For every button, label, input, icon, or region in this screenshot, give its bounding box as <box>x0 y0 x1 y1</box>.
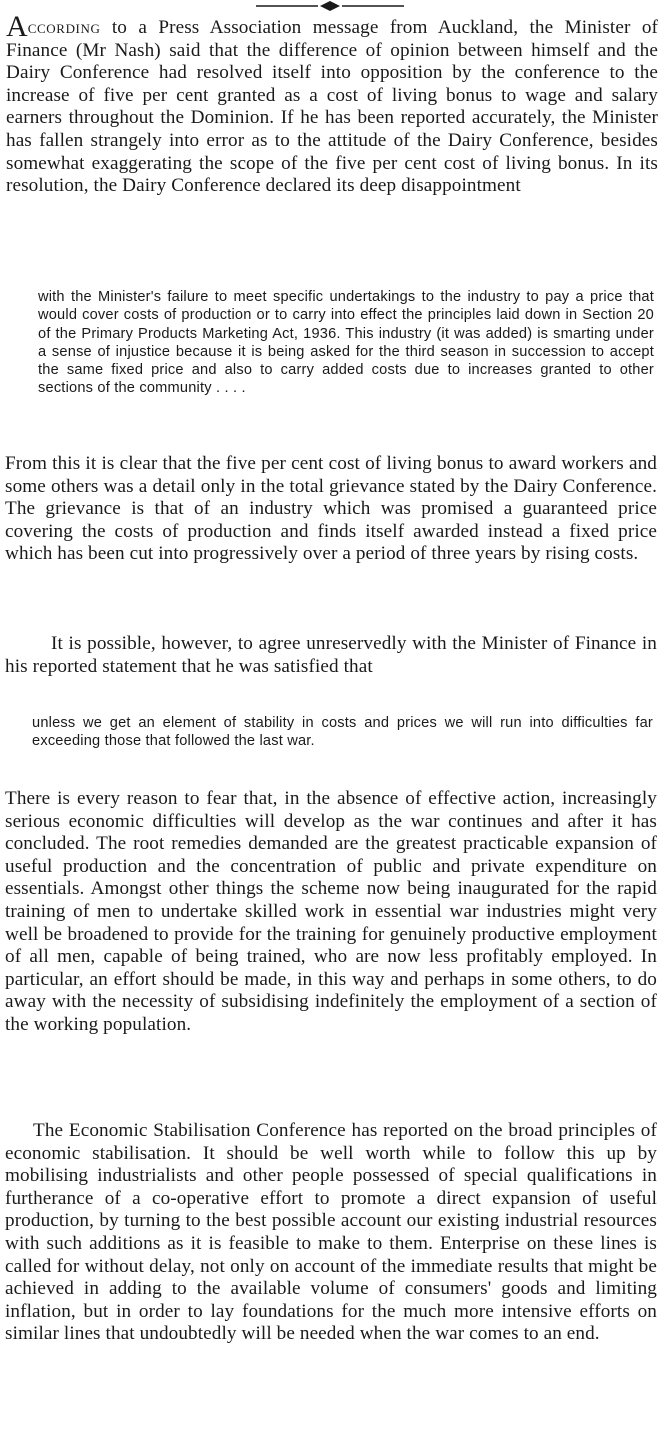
block-quote-1: with the Minister's failure to meet specific undertakings to the industry to pay a price that would cover costs of production or to carry into effect the principles laid down in Section 20 of the Primary Products Marketing Act, 1936. This industry (it was added) is smarting under a sense of injustice because it is being asked for the third season in succession to accept the same fixed price and also to carry added costs due to increases granted to other sections of the community . . . . <box>38 289 654 397</box>
block-quote-2: unless we get an element of stability in costs and prices we will run into difficulties far exceeding those that followed the last war. <box>32 715 653 750</box>
opening-words: ccording <box>27 17 101 38</box>
paragraph-4: There is every reason to fear that, in the absence of effective action, increasingly serious economic difficulties will develop as the war continues and after it has concluded. The root remedies demanded are the greatest practicable expansion of useful production and the concentration of public and private expenditure on essentials. Amongst other things the scheme now being inaugurated for the rapid training of men to undertake skilled work in essential war industries might very well be broadened to provide for the training for genuinely productive employment of all men, capable of being trained, who are now less profitably employed. In particular, an effort should be made, in this way and perhaps in some others, to do away with the necessity of subsidising indefinitely the employment of a section of the working population. <box>5 788 657 1035</box>
paragraph-1-text: to a Press Association message from Auckland, the Minister of Finance (Mr Nash) said that the difference of opinion between himself and the Dairy Conference had resolved itself into opposition by the conference to the increase of five per cent granted as a cost of living bonus to wage and salary earners throughout the Dominion. If he has been reported accurately, the Minister has fallen strangely into error as to the attitude of the Dairy Conference, besides somewhat exaggerating the scope of the five per cent cost of living bonus. In its resolution, the Dairy Conference declared its deep disappointment <box>6 17 658 197</box>
decorative-rule-icon <box>256 0 404 12</box>
paragraph-3: It is possible, however, to agree unreservedly with the Minister of Finance in his reported statement that he was satisfied that <box>5 633 657 677</box>
paragraph-1 <box>6 10 658 198</box>
initial-letter: A <box>6 10 28 43</box>
paragraph-5: The Economic Stabilisation Conference has reported on the broad principles of economic stabilisation. It should be well worth while to follow this up by mobilising industrialists and other people possessed of special qualifications in furtherance of a co-operative effort to promote a direct expansion of useful production, by turning to the best possible account our existing industrial resources with such additions as it is feasible to make to them. Enterprise on these lines is called for without delay, not only on account of the immediate results that might be achieved in adding to the available volume of consumers' goods and limiting inflation, but in order to lay foundations for the much more intensive efforts on similar lines that undoubtedly will be needed when the war comes to an end. <box>5 1120 657 1345</box>
paragraph-2: From this it is clear that the five per cent cost of living bonus to award workers and some others was a detail only in the total grievance stated by the Dairy Conference. The grievance is that of an industry which was promised a guaranteed price covering the costs of production and finds itself awarded instead a fixed price which has been cut into progressively over a period of three years by rising costs. <box>5 453 657 565</box>
